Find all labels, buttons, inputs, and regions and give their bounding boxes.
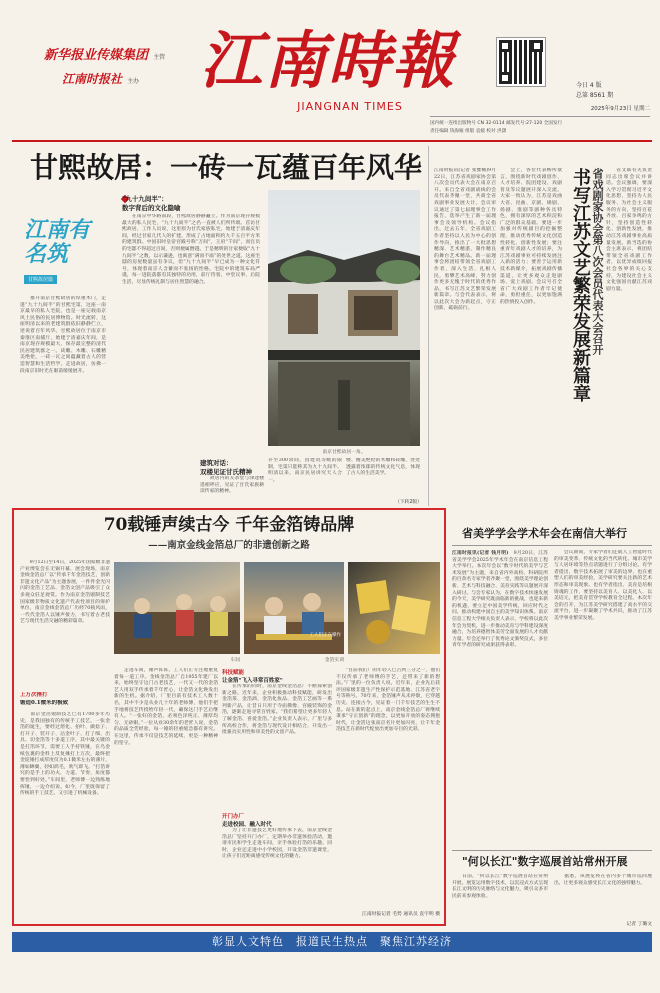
issue-info: 今日 4 版	[576, 82, 602, 89]
feature-col-4: 为了让非遗技艺更好地传承下去，南京金线金箔总厂坚持开门办厂，定期举办非遗体验活动，邀请市民和学生走进车间，亲手体验打箔的乐趣。同时，企业还走进中小学校园，开设金箔非遗课堂，让孩子们近距离感受传统文化的魅力。	[222, 828, 332, 860]
feature-photo-2	[244, 562, 344, 654]
publisher-name: 江南时报社	[62, 72, 123, 86]
feature-photo-3	[348, 562, 440, 654]
group-role: 主管	[153, 54, 166, 61]
newspaper-title: 江南時報	[200, 24, 457, 97]
feature-subhead-2	[222, 668, 332, 684]
headline-subhead-2-line1: 建筑对话：	[200, 459, 233, 467]
publisher-role: 主办	[127, 78, 140, 85]
feature-col-5: “目前我们厂的年轻人已占到三分之一，他们不仅传承了老师傅的手艺，还带来了新的想法。”厂里的一位负责人说，近年来，企业先后获评国家级非遗生产性保护示范基地、江苏省老字号等称号。70年来，金箔锤声从未停歇，它穿越历史、连接古今，见证着一门千年技艺的生生不息。站在新的起点上，南京金线金箔总厂将继续秉承“守正创新”的理念，以更加开放的姿态拥抱时代，让金箔这张南京名片更加闪亮，让千年金箔技艺在新时代绽放出更加夺目的光彩。	[336, 668, 440, 733]
feature-photo-1-caption: 车间	[230, 658, 240, 663]
headline-col-1: 在南京中华路南段，甘熙故居静静矗立。作为南京现存规模最大的私人民宅，“九十九间半”之名一直被人们所传颂。首访甘熙故居，工作人员说，这里原为甘氏家族私宅，始建于清嘉庆年间，经过甘家几代人的扩建，形成了占地面积约九千五百平方米的建筑群。中国旧时皇帝宫殿号称“万间”，王府“千间”，而官员的宅邸不得超过百间，否则便属僭越。于是精明的甘家便取“九十九间半”之数，以示谦逊，也寓意“满而不溢”的处世之道。这座宅邸的房屋数量虽有争议，但“九十九间半”早已成为一种文化符号，体现着南京人含蓄而不张扬的性格。宅院中的建筑布局严谨，每一进院落都有其独特的功用，前厅待客，中堂议事，后院生活，尽显传统礼制与居住智慧的融合。	[122, 214, 260, 285]
feature-subhead-2-line2: 让金箔"飞入寻常百姓家"	[222, 678, 283, 684]
headline-lead-text: 推开南京甘熙故居的厚重木门，走进“九十九间半”的甘熙宅第，这座一南京最早的私人宅院，也是一座记载南京风土民俗的民居博物馆。时光流转，这座明清以来的老建筑群依旧静静伫立，述说着百年风华。甘熙故居位于南京市秦淮区南捕厅，始建于清嘉庆年间，是南京现存规模最大、保存最完整的清代民居建筑群之一。砖雕、木雕、石雕精美绝伦，一砖一瓦之间蕴藏着古人的营造智慧和生活哲学。走进故居，仿佛一段南京旧时光在眼前缓缓展开。	[20, 296, 106, 374]
news1-lead: 江南时报讯(记者 钱月明)	[452, 550, 509, 556]
editors-line: 责任编辑 钱海雁 组版 袁媛 校对 洪潇	[430, 129, 507, 134]
sidebar-col-1: 江南时报讯(记者 张雅楠)9月22日，江苏省戏剧家协会第八次会员代表大会在南京召开。来自全省戏剧战线的会员代表齐聚一堂，共商全省戏剧事业发展大计。会议审议通过了第七届理事会工作报告，选举产生了新一届理事会及领导机构。会议指出，过去五年，全省戏剧工作者坚持以人民为中心的创作导向，推出了一大批思想精深、艺术精湛、制作精良的舞台艺术精品。新一届理事会将团结带领全省戏剧工作者，深入生活、扎根人民，勇攀艺术高峰，努力创作更多无愧于时代的优秀作品，书写江苏文艺繁荣发展新篇章。与会代表表示，将以此次大会为新起点，守正创新、砥砺前行。	[434, 168, 496, 312]
feature-lead: 9月12日至14日，2025年国家级非遗产业博览会在无锡开幕，展会现场，南京金线金箔总厂以“传承千年金箔技艺，创新非遗文化产品”为主题参展，一件件金光闪闪的金箔工艺品、金箔文创产品吸引了众多观众驻足观赏。作为南京金箔锻制技艺国家级非物质文化遗产代表性项目的保护单位，南京金线金箔总厂历经70载风雨，一代代金箔人以锤声接力，书写着古老技艺与现代生活交融的精彩篇章。	[20, 560, 110, 625]
newspaper-title-pinyin: JIANGNAN TIMES	[297, 100, 403, 113]
feature-subhead-3-line1: 开门办厂	[222, 814, 245, 820]
footer-slogan: 彰显人文特色 报道民生热点 聚焦江苏经济	[212, 935, 452, 948]
news2-col-1: 日前，“何以长江”数字巡展首站在常州开展。展览运用数字技术，以沉浸式方式呈现长江文明的历史脉络与文化魅力，吸引众多市民前来参观体验。	[452, 874, 548, 899]
sidebar-subtitle: 省戏剧家协会第八次会员代表大会召开	[591, 168, 604, 355]
footer-banner	[12, 932, 652, 952]
feature-photo-2-label: 工人们正在操作	[309, 633, 341, 638]
cn-code: 国内统一连续出版物号 CN 32-0114 邮发代号:27-120 全国发行	[430, 121, 563, 126]
group-logo	[44, 44, 214, 68]
news2-col-2: 据悉，该展览将在省内多个城市巡回展出，让更多观众感受长江文化的独特魅力。	[554, 874, 652, 886]
feature-byline: 江南时报记者 毛势 通讯员 袁宇明 摄	[361, 912, 440, 917]
feature-subhead-3-line2: 走进校园、融入时代	[222, 822, 272, 828]
feature-subhead-1	[20, 692, 110, 700]
feature-subhead-2-line1: 科技赋能	[222, 670, 245, 676]
headline-subhead-2-line2: 双楼见证甘氏精神	[200, 468, 252, 476]
sidebar-col-2: 会上，各位代表畅所欲言，围绕新时代戏剧创作、人才培养、院团建设、戏剧普及等议题展开深入交流。大家一致认为，江苏是戏曲大省，昆曲、京剧、锡剧、扬剧、淮剧等剧种各具特色，拥有深厚的艺术积淀和广泛的群众基础。要进一步加强对传统剧目的挖掘整理，推动优秀传统文化创造性转化、创新性发展；要注重青年戏剧人才的培养，为江苏戏剧事业可持续发展注入新的活力；要善于运用新技术新媒介，拓展戏剧传播渠道，让更多观众走进剧场、爱上戏剧。会议号召全省广大戏剧工作者牢记使命，勇担重任，以更加饱满的热情投入创作。	[500, 168, 562, 305]
issue-date: 2025年9月23日 星期二	[590, 106, 650, 112]
news1-title: 省美学学会学术年会在南信大举行	[462, 527, 627, 540]
qr-code-icon	[497, 38, 545, 86]
feature-col-1: 南京金箔锻制技艺已有1700多年历史，是我国独有的传统手工技艺。一张金箔的诞生，要经过熔化、拍叶、做捻子、打开子、装开子、沾金叶子、打了细、出具、切金箔等十多道工序，其中最关键的是打箔环节，需要工人手持铁锤，在乌金纸包裹的金料上反复捶打上万次，最终把金锭锤打成厚度仅为0.1微米左右的薄片，薄如蝉翼，轻如鸿毛，吹气即飞。“打箔讲究的是手上的功夫，力道、节奏、角度都要恰到好处。”车间里，老师傅一边熟练地挥锤，一边介绍说。如今，厂里既保留了传统的手工技艺，又引进了机械设备。	[20, 712, 110, 797]
column-logo-text: 江南有名筑	[24, 217, 91, 267]
news2-title: "何以长江"数字巡展首站常州开展	[462, 855, 628, 868]
headline-photo-caption: 南京甘熙故居一角。	[322, 450, 366, 455]
feature-photo-2-caption: 金箔实训	[324, 658, 344, 663]
news1-col-2: 会议期间，专家学者们还就人工智能时代的审美变革、传统文化的当代转化、城市美学与人居环境等热点话题进行了分组讨论。有学者提出，数字技术拓展了审美的边界，也在重塑人们的审美经验，美学研究要关注新的艺术形态和审美现象。也有学者指出，美育是培根铸魂的工作，要坚持以美育人、以美化人、以美培元，把美育贯穿学校教育全过程。本次年会的召开，为江苏美学研究搭建了高水平的交流平台，进一步凝聚了学术共识，推动了江苏美学事业繁荣发展。	[554, 550, 652, 621]
headline-col-3: 楼、精美绝伦的木雕和砖雕，处处透露着浓郁的传统文化气息，体现了古人的生活美学。	[346, 458, 420, 477]
feature-subhead-3	[222, 812, 332, 828]
news2-byline: 记者 丁璐文	[626, 922, 652, 927]
gold-leaf-illustration-icon	[348, 562, 440, 654]
feature-col-2: 走进车间，锤声阵阵，工人们正专注地重复着每一道工序。金线金箔总厂自1955年建厂以来，始终坚守这门古老技艺，一代又一代的金箔艺人用双手传承着千年匠心，让金箔文化焕发出新的生机。据介绍，厂里目前有技术工人数十名，其中不少是从业几十年的老师傅，他们手把手地将技艺传授给年轻一代，确保这门手艺后继有人。“一张好的金箔，必须色泽纯正、薄厚均匀、无砂眼。”一位从业30余年的老匠人说，金箔的品质全凭经验，每一锤的轻重缓急都有讲究。在这里，传承不仅是技艺的延续，更是一种精神的坚守。	[114, 668, 218, 746]
column-logo	[24, 218, 104, 286]
feature-subtitle: ——南京金线金箔总厂的非遗创新之路	[148, 540, 310, 551]
headline-subhead-2	[200, 458, 264, 476]
group-name: 新华报业传媒集团	[44, 48, 149, 63]
workshop-illustration-icon	[114, 562, 240, 654]
headline-photo	[268, 190, 420, 446]
headline-subhead-1-line1: "九十九间半"：	[122, 195, 168, 203]
ancient-house-illustration-icon	[268, 190, 420, 446]
feature-title: 70载锤声续古今 千年金箔铸品牌	[103, 515, 355, 535]
headline-title: 甘熙故居：一砖一瓦蕴百年风华	[30, 151, 423, 184]
sidebar-title: 书写江苏文艺繁荣发展新篇章	[570, 168, 591, 402]
headline-subhead-1	[122, 194, 262, 212]
news1-col-1: 江南时报讯(记者 钱月明) 9月20日，江苏省美学学会2025年学术年会在南京信息工程大学举行。本次年会以“数字时代的美学与艺术发展”为主题，来自省内外高校、科研院所的百余名专家学者齐聚一堂，围绕美学理论创新、艺术与科技融合、美育实践等议题展开深入研讨。与会专家认为，在数字技术快速发展的今天，美学研究既面临新的挑战，也迎来新的机遇，要立足中国美学传统，回应时代之问，推动构建中国自主的美学知识体系。南京信息工程大学相关负责人表示，学校将以此次年会为契机，进一步推动美育与学科建设深度融合，为培养德智体美劳全面发展的人才贡献力量。年会还举行了优秀论文颁奖仪式，多位青年学者的研究成果获得表彰。	[452, 550, 548, 649]
publisher-logo	[62, 68, 212, 86]
headline-col-4: 故居内的友恭堂与津逮楼遥相呼应，见证了甘氏家族耕读传家的精神。	[200, 476, 264, 495]
headline-col-2: 存至300余间，因建筑等级的限制，宅第只能称其为九十九间半。明清以来，南京民居讲究天人合一。	[268, 458, 342, 483]
issue-total: 总第 8561 期	[576, 92, 614, 99]
column-logo-sub: 甘熙故居篇	[24, 275, 57, 284]
feature-col-3: 在传承的同时，南京金线金箔总厂不断探索创新之路。近年来，企业积极推动科技赋能，研发出金箔茶、金箔酒、金箔化妆品、金箔工艺画等一系列新产品，让昔日只用于寺庙佛像、宫殿装饰的金箔，逐渐走进寻常百姓家。“我们希望让更多年轻人了解金箔、喜爱金箔。”企业负责人表示，厂里与多所高校合作，将金箔与现代设计相结合，开发出一批兼具实用性和审美性的文创产品。	[222, 684, 332, 736]
headline-subhead-1-line2: 数字背后的文化隐喻	[122, 204, 181, 212]
headline-jump: （下转2版）	[394, 500, 422, 505]
sidebar-col-3: 省文联有关负责同志出席会议并讲话。会议强调，要深入学习贯彻习近平文化思想，坚持为人民服务、为社会主义服务的方向，坚持百花齐放、百家争鸣的方针，坚持创造性转化、创新性发展，推动江苏戏剧事业高质量发展。新当选的协会主席表示，将团结带领全省戏剧工作者，以优异成绩回报社会各界的关心支持，为建设社会主义文化强国贡献江苏戏剧力量。	[606, 168, 652, 292]
feature-subhead-1b: 锻造0.1微米的极致	[20, 700, 69, 706]
feature-subhead-1-line1: 上万次捶打	[20, 692, 48, 698]
craftsmen-illustration-icon	[244, 562, 344, 654]
feature-photo-1	[114, 562, 240, 654]
